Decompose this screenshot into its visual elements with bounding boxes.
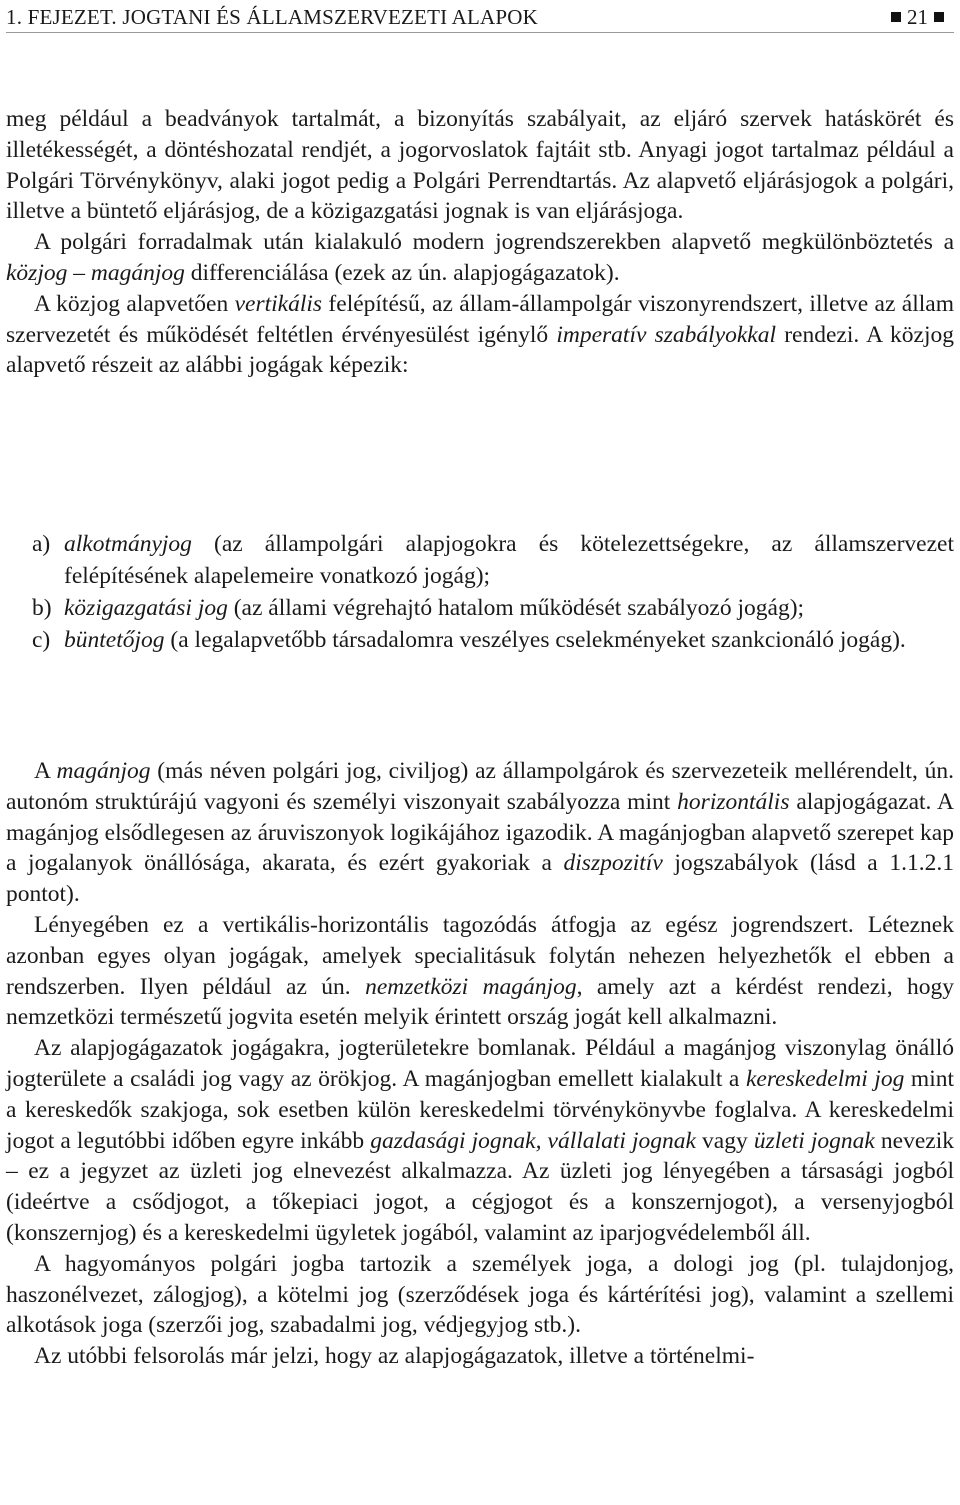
emphasis: imperatív szabályokkal xyxy=(556,321,777,348)
emphasis: diszpozitív xyxy=(563,850,663,877)
emphasis: magánjog xyxy=(56,758,151,784)
square-marker-icon xyxy=(891,12,901,22)
list-term: alkotmányjog xyxy=(64,531,192,557)
paragraph: A magánjog (más néven polgári jog, civiljog) az állampolgárok és szervezeteik mellérendelt, ún. autonóm struktúrájú vagyoni és személyi viszonyait szabályozza mint horizontális alapjogágazat. A magánjog elsődlegesen az áruviszonyok logikájához igazodik. A magánjogban alapvető szerepet kap a jogalanyok önállósága, akarata, és ezért gyakoriak a diszpozitív jogszabályok (lásd a 1.1.2.1 pontot). xyxy=(6,758,954,908)
branch-list xyxy=(6,528,954,656)
emphasis: közjog – magánjog xyxy=(6,259,185,286)
paragraph: meg például a beadványok tartalmát, a bizonyítás szabályait, az eljáró szervek hatáskörét és illetékességét, a döntéshozatal rendjét, a jogorvoslatok fajtáit stb. Anyagi jogot tartalmaz például a Polgári Törvénykönyv, alaki jogot pedig a Polgári Perrendtartás. Az alapvető eljárásjogok a polgári, illetve a büntető eljárásjog, de a közigazgatási jognak is van eljárásjoga. xyxy=(6,106,954,225)
intro-section xyxy=(6,104,954,381)
paragraph: Az alapjogágazatok jogágakra, jogterületekre bomlanak. Például a magánjog viszonylag önálló jogterülete a családi jog vagy az örökjog. A magánjogban emellett kialakult a kereskedelmi jog mint a kereskedők szakjoga, sok esetben külön kereskedelmi törvénykönyvbe foglalva. A kereskedelmi jogot a legutóbbi időben egyre inkább gazdasági jognak, vállalati jognak vagy üzleti jognak nevezik – ez a jegyzet az üzleti jog elnevezést alkalmazza. Az üzleti jog lényegében a társasági jogból (ideértve a csődjogot, a tőkepiaci jogot, a cégjogot és a konszernjogot), a versenyjogból (konszernjog) és a kereskedelmi ügyletek jogából, valamint az iparjogvédelemből áll. xyxy=(6,1035,955,1246)
running-header xyxy=(6,4,944,30)
emphasis: vertikális xyxy=(234,290,323,317)
list-item: c) büntetőjog (a legalapvetőbb társadalomra veszélyes cselekményeket szankcionáló jogág). xyxy=(32,627,906,653)
body-section xyxy=(6,756,954,1372)
list-term: büntetőjog xyxy=(64,627,165,653)
list-item: b) közigazgatási jog (az állami végrehajtó hatalom működését szabályozó jogág); xyxy=(32,595,805,621)
emphasis: nemzetközi magánjog xyxy=(365,973,577,1000)
emphasis: horizontális xyxy=(677,788,790,815)
paragraph: A közjog alapvetően vertikális felépítésű, az állam-állampolgár viszonyrendszert, illetve az állam szervezetét és működését feltétlen érvényesülést igénylő imperatív szabályokkal rendezi. A közjog alapvető részeit az alábbi jogágak képezik: xyxy=(6,290,955,379)
square-marker-icon xyxy=(934,12,944,22)
emphasis: üzleti jognak xyxy=(753,1127,875,1154)
list-item: a) alkotmányjog (az állampolgári alapjogokra és kötelezettségekre, az államszervezet felépítésének alapelemeire vonatkozó jogág); xyxy=(32,531,954,589)
emphasis: kereskedelmi jog xyxy=(745,1065,905,1092)
emphasis: gazdasági jognak, vállalati jognak xyxy=(370,1127,696,1154)
paragraph: Lényegében ez a vertikális-horizontális tagozódás átfogja az egész jogrendszert. Léteznek azonban egyes olyan jogágak, amelyek specialitásuk folytán nehezen helyezhetők el ebben a rendszerben. Ilyen például az ún. nemzetközi magánjog, amely azt a kérdést rendezi, hogy nemzetközi természetű jogvita esetén melyik érintett ország jogát kell alkalmazni. xyxy=(6,911,954,1031)
chapter-title: 1. FEJEZET. JOGTANI ÉS ÁLLAMSZERVEZETI ALAPOK xyxy=(6,5,538,29)
paragraph: Az utóbbi felsorolás már jelzi, hogy az alapjogágazatok, illetve a történelmi- xyxy=(34,1343,755,1370)
paragraph: A polgári forradalmak után kialakuló modern jogrendszerekben alapvető megkülönböztetés a közjog – magánjog differenciálása (ezek az ún. alapjogágazatok). xyxy=(6,229,954,286)
page-number: 21 xyxy=(907,5,928,29)
list-term: közigazgatási jog xyxy=(64,595,228,621)
header-rule xyxy=(6,32,954,33)
page-number-block xyxy=(891,4,944,30)
paragraph: A hagyományos polgári jogba tartozik a személyek joga, a dologi jog (pl. tulajdonjog, haszonélvezet, zálogjog), a kötelmi jog (szerződések joga és kártérítési jog), valamint a szellemi alkotások joga (szerzői jog, szabadalmi jog, védjegyjog stb.). xyxy=(6,1250,954,1339)
